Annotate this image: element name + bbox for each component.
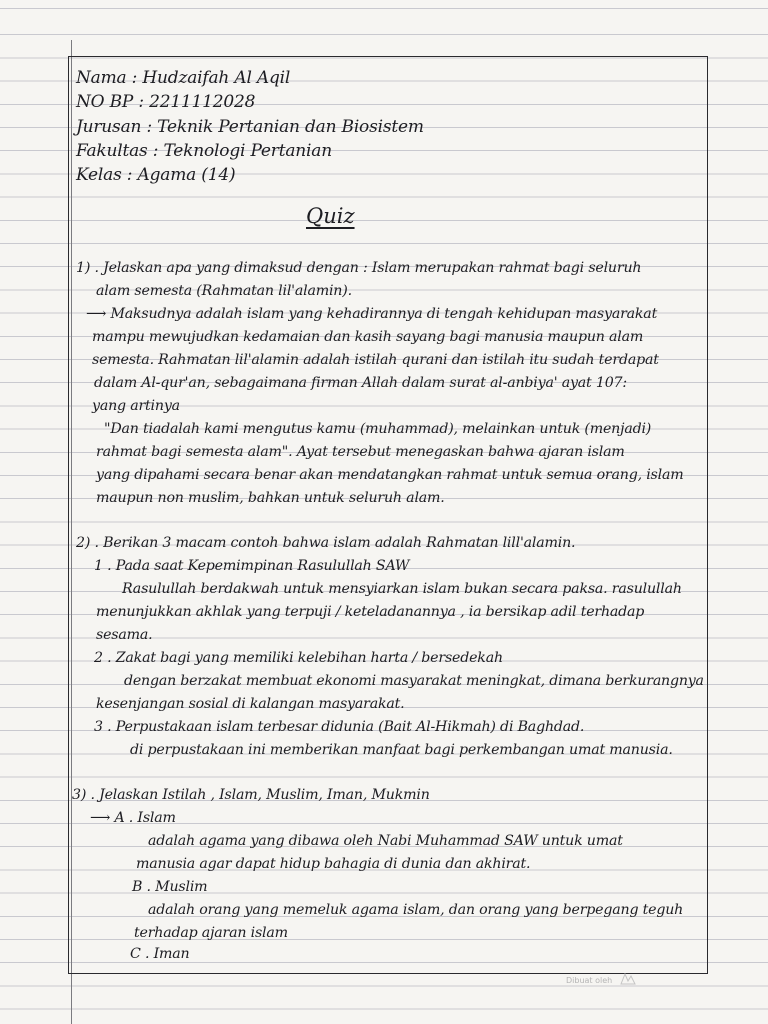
q2-line: di perpustakaan ini memberikan manfaat bagi perkembangan umat manusia. xyxy=(130,742,673,758)
q1-line: mampu mewujudkan kedamaian dan kasih sayang bagi manusia maupun alam xyxy=(92,329,644,345)
q2-line: menunjukkan akhlak yang terpuji / keteladanannya , ia bersikap adil terhadap xyxy=(96,604,645,620)
q1-line: "Dan tiadalah kami mengutus kamu (muhammad), melainkan untuk (menjadi) xyxy=(104,421,652,437)
header-jurusan: Jurusan : Teknik Pertanian dan Biosistem xyxy=(76,117,424,137)
header-nama: Nama : Hudzaifah Al Aqil xyxy=(76,68,291,88)
header-kelas: Kelas : Agama (14) xyxy=(76,165,236,185)
q1-line: yang artinya xyxy=(92,398,180,414)
header-fakultas: Fakultas : Teknologi Pertanian xyxy=(76,141,332,161)
q3-line: manusia agar dapat hidup bahagia di dunia dan akhirat. xyxy=(136,856,531,872)
q1-line: rahmat bagi semesta alam". Ayat tersebut menegaskan bahwa ajaran islam xyxy=(96,444,625,460)
q3-line: terhadap ajaran islam xyxy=(134,925,288,941)
watermark-text: Dibuat oleh xyxy=(566,976,613,985)
scanner-app-icon xyxy=(618,970,638,988)
page-title: Quiz xyxy=(306,204,355,228)
q1-line: maupun non muslim, bahkan untuk seluruh alam. xyxy=(96,490,445,506)
q1-line: ⟶ Maksudnya adalah islam yang kehadirannya di tengah kehidupan masyarakat xyxy=(86,306,658,322)
q2-line: 2) . Berikan 3 macam contoh bahwa islam adalah Rahmatan lill'alamin. xyxy=(76,535,576,551)
q1-line: alam semesta (Rahmatan lil'alamin). xyxy=(96,283,352,299)
q2-line: 3 . Perpustakaan islam terbesar didunia (Bait Al-Hikmah) di Baghdad. xyxy=(94,719,585,735)
q1-line: dalam Al-qur'an, sebagaimana firman Allah dalam surat al-anbiya' ayat 107: xyxy=(94,375,627,391)
header-nobp: NO BP : 2211112028 xyxy=(76,92,256,112)
q2-line: 2 . Zakat bagi yang memiliki kelebihan harta / bersedekah xyxy=(94,650,503,666)
q2-line: kesenjangan sosial di kalangan masyarakat. xyxy=(96,696,405,712)
q2-line: 1 . Pada saat Kepemimpinan Rasulullah SAW xyxy=(94,558,410,574)
q3-line: adalah agama yang dibawa oleh Nabi Muhammad SAW untuk umat xyxy=(148,833,623,849)
q2-line: dengan berzakat membuat ekonomi masyarakat meningkat, dimana berkurangnya xyxy=(124,673,704,689)
q1-line: 1) . Jelaskan apa yang dimaksud dengan : Islam merupakan rahmat bagi seluruh xyxy=(76,260,642,276)
q3-line: C . Iman xyxy=(130,946,190,962)
q3-line: ⟶ A . Islam xyxy=(90,810,176,826)
q1-line: yang dipahami secara benar akan mendatangkan rahmat untuk semua orang, islam xyxy=(96,467,684,483)
q3-line: adalah orang yang memeluk agama islam, dan orang yang berpegang teguh xyxy=(148,902,684,918)
q2-line: sesama. xyxy=(96,627,153,643)
q2-line: Rasulullah berdakwah untuk mensyiarkan islam bukan secara paksa. rasulullah xyxy=(122,581,682,597)
q3-line: 3) . Jelaskan Istilah , Islam, Muslim, Iman, Mukmin xyxy=(72,787,430,803)
q3-line: B . Muslim xyxy=(132,879,208,895)
q1-line: semesta. Rahmatan lil'alamin adalah istilah qurani dan istilah itu sudah terdapat xyxy=(92,352,659,368)
